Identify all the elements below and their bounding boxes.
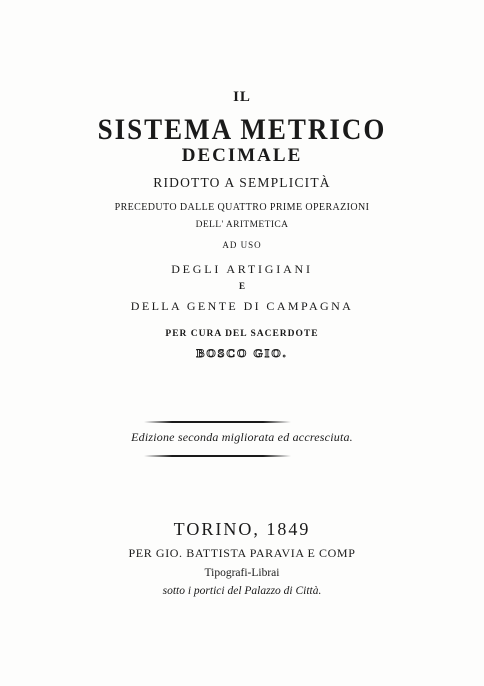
subtitle-for-use: AD USO: [222, 240, 262, 250]
title-main: SISTEMA METRICO: [97, 112, 387, 146]
imprint-address: sotto i portici del Palazzo di Città.: [162, 585, 322, 597]
subtitle-arithmetic: DELL' ARITMETICA: [195, 220, 289, 230]
edition-note: Edizione seconda migliorata ed accresciuta.: [131, 430, 353, 444]
imprint-printer: Tipografi-Librai: [204, 567, 280, 579]
author-name: BOSCO GIO.: [196, 346, 288, 360]
divider-bottom: [144, 455, 291, 457]
subtitle-reduced: RIDOTTO A SEMPLICITÀ: [153, 175, 331, 190]
edited-by: PER CURA DEL SACERDOTE: [165, 329, 319, 339]
audience-conjunction: E: [238, 281, 245, 291]
title-article: IL: [233, 89, 251, 105]
imprint-publisher: PER GIO. BATTISTA PARAVIA E COMP: [128, 546, 356, 560]
audience-country-folk: DELLA GENTE DI CAMPAGNA: [130, 299, 354, 313]
audience-artisans: DEGLI ARTIGIANI: [171, 262, 313, 276]
divider-top: [144, 421, 291, 423]
subtitle-preceded: PRECEDUTO DALLE QUATTRO PRIME OPERAZIONI: [114, 202, 370, 213]
title-sub: DECIMALE: [181, 145, 303, 166]
imprint-place-year: TORINO, 1849: [173, 519, 311, 539]
